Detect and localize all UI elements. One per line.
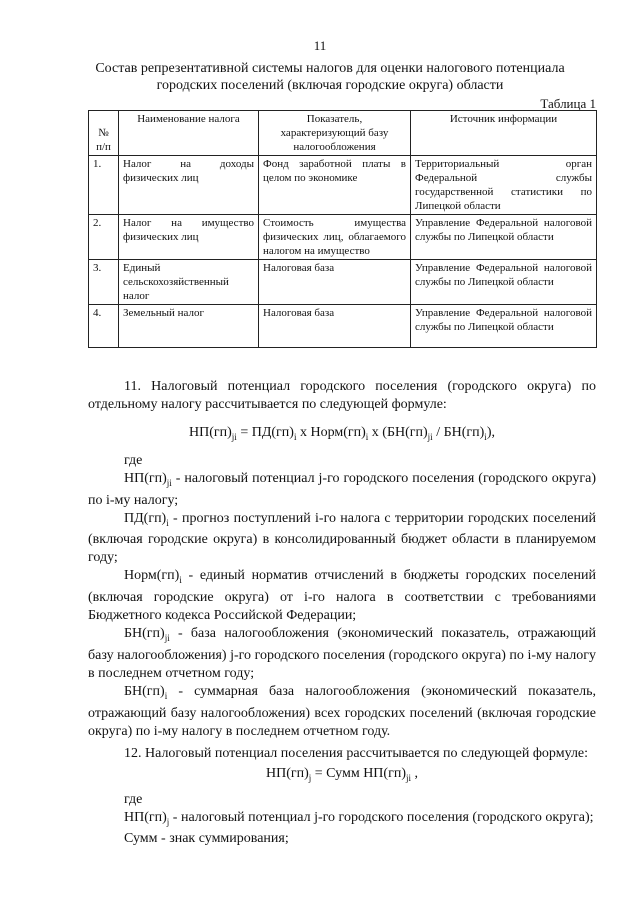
formula-subscript: ji <box>231 431 237 442</box>
row-number: 4. <box>89 305 119 348</box>
where-label: где <box>124 791 143 807</box>
tax-name: Налог на имущество физических лиц <box>119 215 259 260</box>
info-source: Территориальный орган Федеральной службы государственной статистики по Липецкой области <box>411 156 597 215</box>
tax-indicator: Стоимость имущества физических лиц, облагаемого налогом на имущество <box>259 215 411 260</box>
formula-12 <box>88 765 596 787</box>
definition-symbol: ПД(гп) <box>124 510 167 526</box>
formula-term: , <box>411 765 418 781</box>
info-source: Управление Федеральной налоговой службы по Липецкой области <box>411 260 597 305</box>
tax-name: Земельный налог <box>119 305 259 348</box>
formula-term: / БН(гп) <box>432 425 485 440</box>
definition-subscript: ji <box>166 477 172 488</box>
definition-subscript: ji <box>164 632 170 643</box>
paragraph-11: 11. Налоговый потенциал городского поселения (городского округа) по отдельному налогу рассчитывается по следующей формуле: <box>88 379 596 412</box>
formula-term: ), <box>486 425 495 440</box>
definition-symbol: БН(гп) <box>124 626 165 642</box>
definition-item <box>88 625 596 683</box>
definition-subscript: i <box>164 690 168 701</box>
definition-item <box>88 830 596 848</box>
definition-text: - база налогообложения (экономический показатель, отражающий базу налогообложения) j-го городского поселения (городского округа) по i-му налогу в последнем отчетном году; <box>88 626 596 681</box>
table-row <box>89 305 597 348</box>
formula-term: НП(гп) <box>189 425 232 440</box>
definition-text: - знак суммирования; <box>157 831 289 847</box>
tax-indicator: Налоговая база <box>259 305 411 348</box>
table-row <box>89 215 597 260</box>
header-source: Источник информации <box>411 111 597 156</box>
formula-subscript: ji <box>427 431 433 442</box>
table-header-row <box>89 111 597 156</box>
table-row <box>89 156 597 215</box>
tax-indicator: Фонд заработной платы в целом по экономике <box>259 156 411 215</box>
definition-item <box>88 510 596 568</box>
definition-symbol: Сумм <box>124 831 158 847</box>
table-row <box>89 260 597 305</box>
tax-name: Единый сельскохозяйственный налог <box>119 260 259 305</box>
row-number: 2. <box>89 215 119 260</box>
definition-item <box>88 809 596 831</box>
tax-name: Налог на доходы физических лиц <box>119 156 259 215</box>
definition-subscript: i <box>166 517 169 528</box>
definition-text: - прогноз поступлений i-го налога с территории городских поселений (включая городские округа) в консолидированный бюджет области в планируемом году; <box>88 510 596 566</box>
definition-item <box>88 567 596 625</box>
definition-text: - суммарная база налогообложения (экономический показатель, отражающий базу налогообложения) всех городских поселений (включая городские округа) по i-му налогу в последнем отчетном году. <box>88 683 596 739</box>
definition-text: - единый норматив отчислений в бюджеты городских поселений (включая городские округа) от i-го налога в соответствии с требованиями Бюджетного кодекса Российской Федерации; <box>88 568 596 624</box>
definition-symbol: НП(гп) <box>124 470 167 486</box>
formula-term: х Норм(гп) <box>296 425 366 440</box>
info-source: Управление Федеральной налоговой службы по Липецкой области <box>411 305 597 348</box>
formula-subscript: j <box>308 772 312 783</box>
row-number: 1. <box>89 156 119 215</box>
formula-term: х (БН(гп) <box>368 425 428 440</box>
definition-text: - налоговый потенциал j-го городского поселения (городского округа) по i-му налогу; <box>88 470 596 508</box>
tax-indicator: Налоговая база <box>259 260 411 305</box>
header-tax-name: Наименование налога <box>119 111 259 156</box>
info-source: Управление Федеральной налоговой службы по Липецкой области <box>411 215 597 260</box>
paragraph-11-block <box>88 378 596 848</box>
formula-subscript: ji <box>405 772 411 783</box>
definition-symbol: БН(гп) <box>124 683 165 699</box>
definition-symbol: Норм(гп) <box>124 568 180 584</box>
formula-subscript: i <box>484 431 487 442</box>
formula-term: НП(гп) <box>265 765 309 781</box>
where-label: где <box>124 452 143 468</box>
page-number: 11 <box>313 38 327 53</box>
definition-symbol: НП(гп) <box>124 809 167 825</box>
paragraph-12: 12. Налоговый потенциал поселения рассчитывается по следующей формуле: <box>124 745 589 761</box>
header-indicator: Показатель, характеризующий базу налогообложения <box>259 111 411 156</box>
table-caption: Таблица 1 <box>540 96 596 111</box>
definition-subscript: i <box>179 575 182 586</box>
formula-term: = Сумм НП(гп) <box>311 765 406 781</box>
header-number: № п/п <box>89 111 119 156</box>
definition-subscript: j <box>166 816 170 827</box>
formula-subscript: i <box>365 431 369 442</box>
definition-text: - налоговый потенциал j-го городского поселения (городского округа); <box>169 809 594 825</box>
formula-term: = ПД(гп) <box>236 425 294 440</box>
tax-system-table <box>88 110 597 348</box>
document-title: Состав репрезентативной системы налогов для оценки налогового потенциала городских поселений (включая городские округа) области <box>95 61 565 93</box>
definition-item <box>88 683 596 741</box>
formula-11 <box>88 424 596 446</box>
definition-item <box>88 470 596 510</box>
formula-subscript: i <box>293 431 297 442</box>
row-number: 3. <box>89 260 119 305</box>
